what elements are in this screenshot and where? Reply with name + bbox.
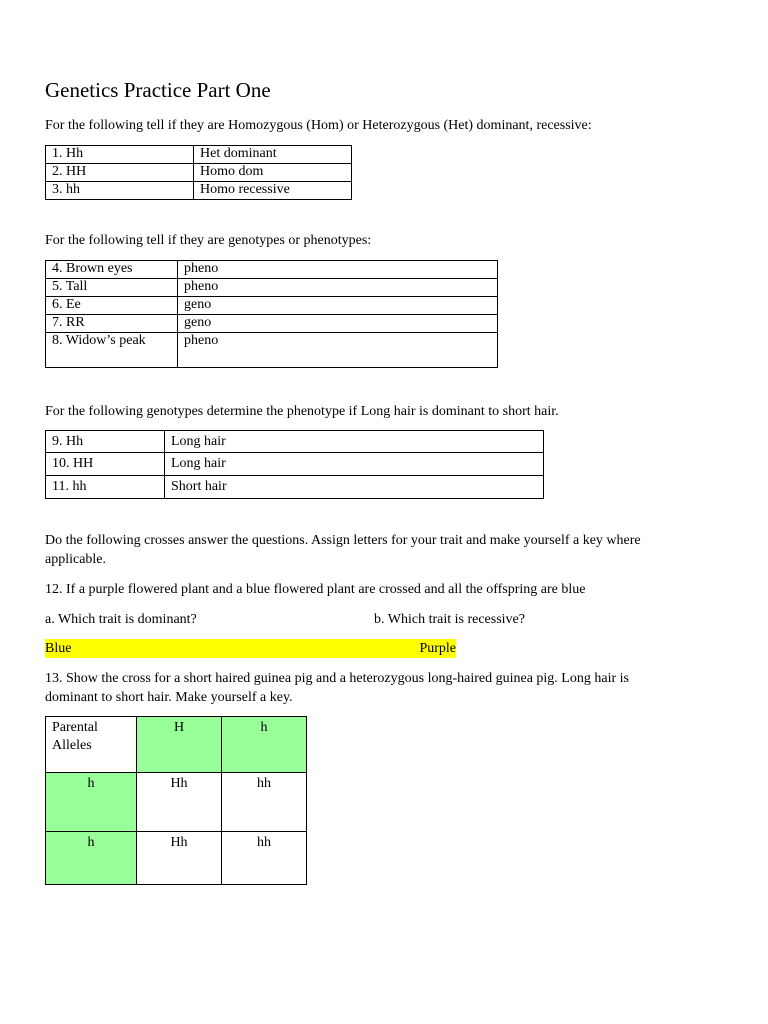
item-cell: 4. Brown eyes	[46, 261, 178, 279]
answer-cell: geno	[178, 315, 498, 333]
punnett-cell: Hh	[137, 773, 222, 832]
punnett-cell: hh	[222, 773, 307, 832]
item-cell: 1. Hh	[46, 146, 194, 164]
answer-12a: Blue	[45, 641, 72, 656]
item-cell: 2. HH	[46, 164, 194, 182]
punnett-row	[46, 832, 307, 885]
answer-cell: Long hair	[165, 431, 544, 453]
answer-cell: pheno	[178, 279, 498, 297]
item-cell: 11. hh	[46, 476, 165, 499]
corner-label-line2: Alleles	[52, 738, 92, 753]
table-row	[46, 453, 544, 476]
question-13-line1: 13. Show the cross for a short haired guinea pig and a heterozygous long-haired guinea pig. Long hair is	[45, 671, 629, 686]
page-title: Genetics Practice Part One	[45, 78, 271, 102]
item-cell: 9. Hh	[46, 431, 165, 453]
punnett-corner	[46, 717, 137, 773]
answer-cell: pheno	[178, 261, 498, 279]
answer-cell: Long hair	[165, 453, 544, 476]
punnett-cell: Hh	[137, 832, 222, 885]
punnett-row-header: h	[46, 773, 137, 832]
zygosity-table	[45, 145, 352, 200]
phenotype-table	[45, 430, 544, 499]
punnett-row-header: h	[46, 832, 137, 885]
punnett-col-header: H	[137, 717, 222, 773]
punnett-square	[45, 716, 307, 885]
answer-cell: Short hair	[165, 476, 544, 499]
question-12: 12. If a purple flowered plant and a blue flowered plant are crossed and all the offspring are blue	[45, 582, 586, 597]
item-cell: 8. Widow’s peak	[46, 333, 178, 368]
table-row	[46, 476, 544, 499]
question-13-line2: dominant to short hair. Make yourself a key.	[45, 690, 293, 705]
crosses-instructions-line1: Do the following crosses answer the questions. Assign letters for your trait and make yourself a key where	[45, 533, 641, 548]
punnett-col-header: h	[222, 717, 307, 773]
table-row	[46, 146, 352, 164]
table-row	[46, 315, 498, 333]
answer-cell: pheno	[178, 333, 498, 368]
table-row	[46, 182, 352, 200]
geno-pheno-table	[45, 260, 498, 368]
answer-cell: Homo dom	[194, 164, 352, 182]
item-cell: 10. HH	[46, 453, 165, 476]
item-cell: 7. RR	[46, 315, 178, 333]
answer-cell: geno	[178, 297, 498, 315]
answer-cell: Homo recessive	[194, 182, 352, 200]
table-row	[46, 279, 498, 297]
answer-cell: Het dominant	[194, 146, 352, 164]
question-12b: b. Which trait is recessive?	[374, 612, 525, 627]
punnett-row	[46, 773, 307, 832]
item-cell: 5. Tall	[46, 279, 178, 297]
question-12a: a. Which trait is dominant?	[45, 612, 197, 627]
table-row	[46, 261, 498, 279]
punnett-row	[46, 717, 307, 773]
corner-label-line1: Parental	[52, 720, 98, 735]
table-row	[46, 333, 498, 368]
punnett-cell: hh	[222, 832, 307, 885]
item-cell: 6. Ee	[46, 297, 178, 315]
table-row	[46, 164, 352, 182]
section2-instructions: For the following tell if they are genotypes or phenotypes:	[45, 233, 372, 248]
crosses-instructions-line2: applicable.	[45, 552, 107, 567]
table-row	[46, 431, 544, 453]
table-row	[46, 297, 498, 315]
answer-12b: Purple	[419, 641, 456, 656]
answer-12-highlight	[45, 639, 456, 658]
item-cell: 3. hh	[46, 182, 194, 200]
section1-instructions: For the following tell if they are Homozygous (Hom) or Heterozygous (Het) dominant, recessive:	[45, 118, 592, 133]
section3-instructions: For the following genotypes determine the phenotype if Long hair is dominant to short hair.	[45, 404, 559, 419]
